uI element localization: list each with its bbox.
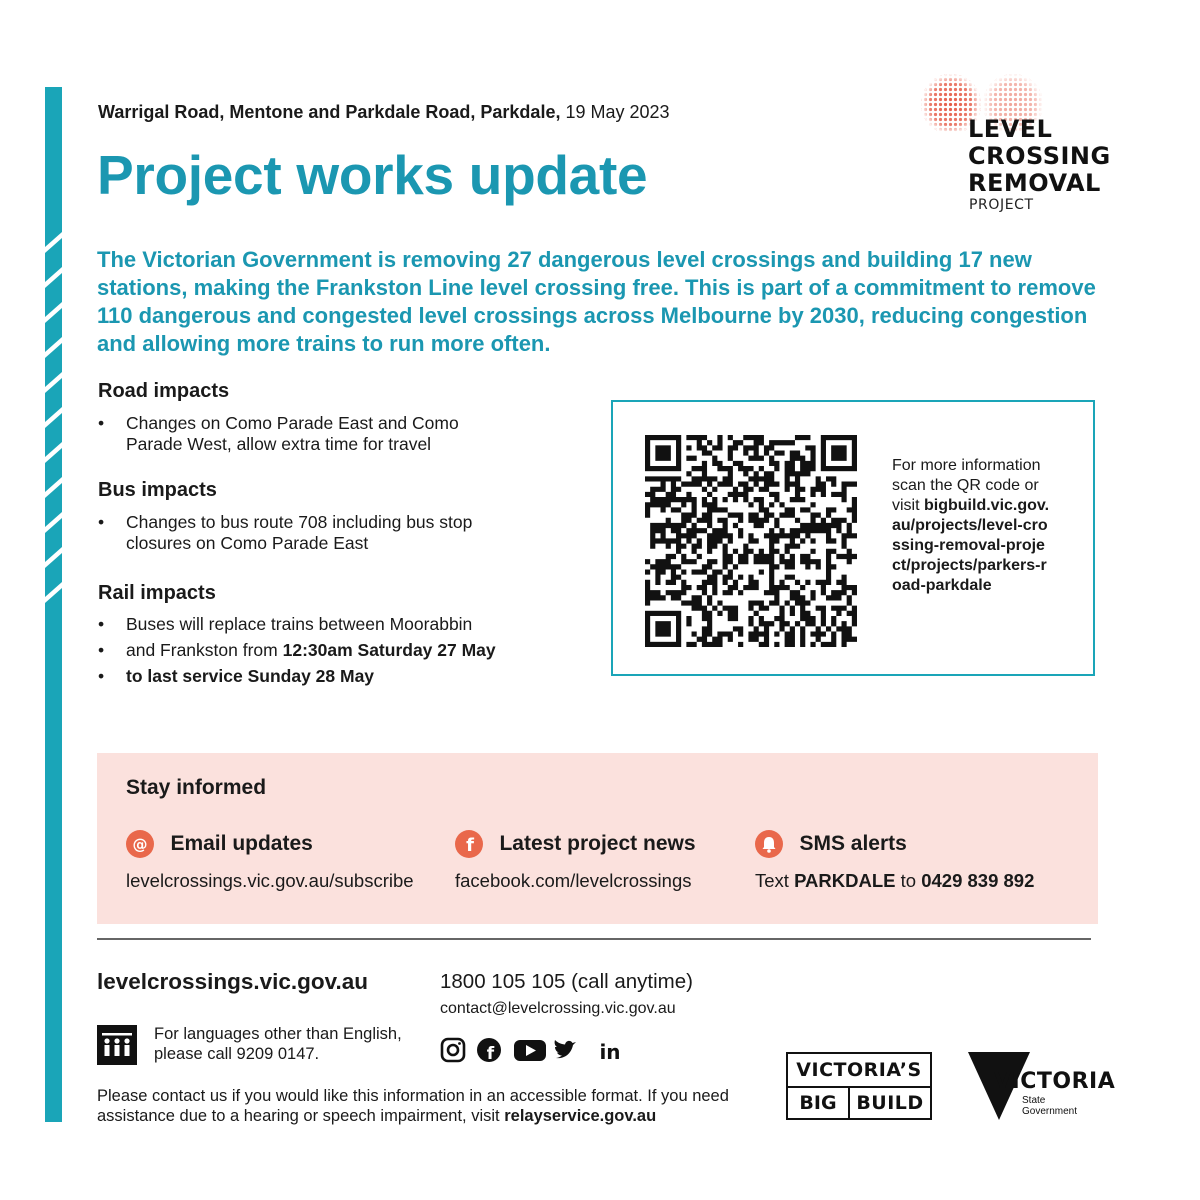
accessibility-text <box>97 1086 757 1126</box>
vbb-right-text: BUILD <box>856 1092 924 1114</box>
bell-icon <box>755 830 783 858</box>
svg-text:f: f <box>486 1044 495 1064</box>
svg-text:f: f <box>466 835 474 856</box>
location-line <box>98 102 670 123</box>
qr-link[interactable]: bigbuild.vic.gov.au/projects/level-crossing-removal-project/projects/parkers-road-parkdale <box>892 497 1050 594</box>
facebook-icon[interactable] <box>477 1038 501 1064</box>
logo-line-1: LEVEL <box>968 115 1053 143</box>
list-item: • Changes to bus route 708 including bus stop closures on Como Parade East <box>98 512 518 554</box>
road-impacts-heading: Road impacts <box>98 380 230 402</box>
qr-info-text <box>892 456 1052 596</box>
email-updates-header <box>126 830 313 858</box>
intro-paragraph: The Victorian Government is removing 27 dangerous level crossings and building 17 new stations, making the Frankston Line level crossing free. This is part of a commitment to remove 110 dangerous and congested level crossings across Melbourne by 2030, reducing congestion and allowing more trains to run more often. <box>97 247 1096 356</box>
email-updates-link[interactable]: levelcrossings.vic.gov.au/subscribe <box>126 870 414 891</box>
project-news-title: Latest project news <box>499 832 696 855</box>
vbb-left-text: BIG <box>788 1088 850 1119</box>
social-icons <box>440 1037 630 1070</box>
footer-phone[interactable]: 1800 105 105 (call anytime) <box>440 970 693 993</box>
youtube-icon[interactable] <box>514 1040 546 1061</box>
sms-alerts-instruction <box>755 870 1034 892</box>
linkedin-icon[interactable] <box>599 1040 620 1064</box>
lxrp-logo-text <box>968 116 1111 197</box>
road-impacts-list <box>98 413 518 455</box>
rail-end-time: to last service Sunday 28 May <box>126 666 375 686</box>
instagram-icon[interactable] <box>442 1039 464 1061</box>
issue-date: 19 May 2023 <box>565 102 670 122</box>
logo-line-2: CROSSING <box>968 142 1111 170</box>
rail-impacts-list <box>98 614 578 687</box>
list-item <box>98 640 578 661</box>
rail-time-prefix: and Frankston from <box>126 640 278 660</box>
rail-impacts-heading: Rail impacts <box>98 582 216 604</box>
rail-start-time: 12:30am Saturday 27 May <box>282 640 496 660</box>
vbb-top-text: VICTORIA’S <box>788 1054 930 1088</box>
footer-website[interactable]: levelcrossings.vic.gov.au <box>97 969 368 994</box>
side-stripe-bar <box>45 87 62 1122</box>
state-government-label <box>1022 1095 1077 1117</box>
sms-number[interactable]: 0429 839 892 <box>921 870 1035 891</box>
bus-impacts-list <box>98 512 518 554</box>
victorias-big-build-logo <box>786 1052 932 1120</box>
svg-text:in: in <box>599 1040 621 1064</box>
languages-text: For languages other than English, please call 9209 0147. <box>154 1025 402 1063</box>
logo-line-3: REMOVAL <box>968 169 1101 197</box>
stay-informed-title: Stay informed <box>126 776 267 799</box>
accessibility-message: Please contact us if you would like this information in an accessible format. If you need assistance due to a hearing or speech impairment, visit <box>97 1087 729 1125</box>
project-news-header <box>455 830 696 858</box>
list-item <box>98 666 578 687</box>
logo-subtitle: PROJECT <box>969 197 1034 213</box>
victoria-wordmark: VICTORIA <box>994 1069 1116 1094</box>
government-line: Government <box>1022 1106 1078 1117</box>
list-item: • Buses will replace trains between Moorabbin <box>98 614 578 635</box>
bus-impacts-heading: Bus impacts <box>98 479 217 501</box>
twitter-icon[interactable] <box>555 1040 576 1058</box>
at-icon <box>126 830 154 858</box>
email-updates-title: Email updates <box>170 832 313 855</box>
qr-code-icon[interactable] <box>645 435 857 652</box>
facebook-icon <box>455 830 483 858</box>
relay-service-link[interactable]: relayservice.gov.au <box>504 1107 657 1125</box>
footer-email[interactable]: contact@levelcrossing.vic.gov.au <box>440 1000 676 1017</box>
project-news-link[interactable]: facebook.com/levelcrossings <box>455 870 692 891</box>
page-title: Project works update <box>97 144 648 206</box>
sms-text-word: Text <box>755 870 789 891</box>
list-item: • Changes on Como Parade East and Como Parade West, allow extra time for travel <box>98 413 518 455</box>
location-roads: Warrigal Road, Mentone and Parkdale Road, Parkdale, <box>98 102 561 122</box>
footer-divider <box>97 938 1091 940</box>
state-line: State <box>1022 1095 1046 1106</box>
qr-instruction: For more information scan the QR code or visit <box>892 457 1041 514</box>
svg-text:@: @ <box>132 835 148 854</box>
sms-alerts-header <box>755 830 907 858</box>
sms-to-word: to <box>900 870 917 891</box>
interpreter-icon <box>97 1025 137 1070</box>
sms-alerts-title: SMS alerts <box>799 832 907 855</box>
sms-keyword: PARKDALE <box>794 870 896 891</box>
